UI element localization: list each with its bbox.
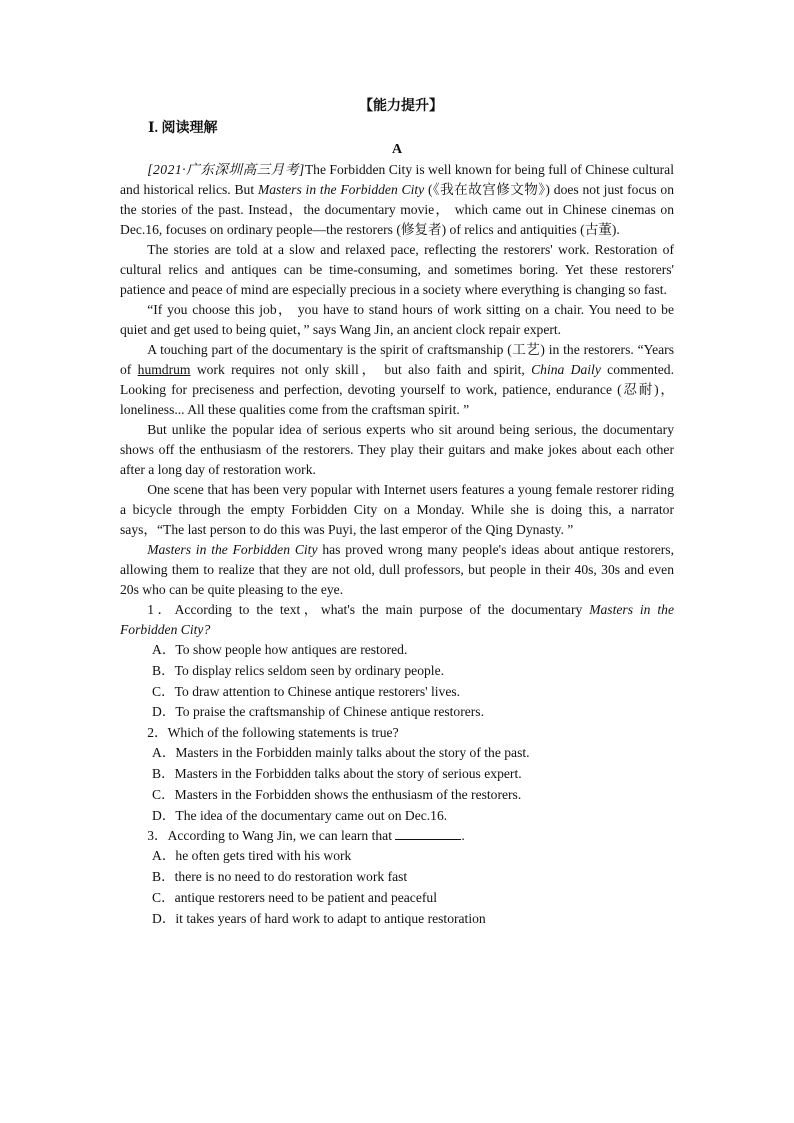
paragraph-6: One scene that has been very popular with Internet users features a young female restorer riding a bicycle through the empty Forbidden City on a Monday. While she is doing this, a narrator says，“The last person to do this was Puyi, the last emperor of the Qing Dynasty. ”	[120, 482, 674, 537]
question-1-option-d: D．To praise the craftsmanship of Chinese antique restorers.	[152, 704, 484, 720]
question-2-option-d: D．The idea of the documentary came out on Dec.16.	[152, 807, 448, 823]
question-3-option-d: D．it takes years of hard work to adapt to antique restoration	[152, 910, 486, 926]
question-3-option-c: C．antique restorers need to be patient and peaceful	[152, 889, 437, 905]
paragraph-5: But unlike the popular idea of serious experts who sit around being serious, the documentary shows off the enthusiasm of the restorers. They play their guitars and make jokes about each other after a long day of restoration work.	[120, 422, 674, 477]
paragraph-2: The stories are told at a slow and relaxed pace, reflecting the restorers' work. Restoration of cultural relics and antiques can be time-consuming, and sometimes boring. Yet these restorers' patience and peace of mind are especially precious in a society where everything is changing so fast.	[120, 242, 674, 297]
paragraph-3: “If you choose this job， you have to stand hours of work sitting on a chair. You need to be quiet and get used to being quiet，” says Wang Jin, an ancient clock repair expert.	[120, 302, 674, 337]
section-heading: Ⅰ. 阅读理解	[148, 121, 218, 136]
question-3-stem: 3．According to Wang Jin, we can learn that .	[147, 828, 465, 844]
paragraph-1: [2021·广东深圳高三月考]The Forbidden City is well known for being full of Chinese cultural and historical relics. But Masters in the Forbidden City (《我在故宫修文物》) does not just focus on the stories of the past. Instead，the documentary movie， which came out in Chinese cinemas on Dec.16, focuses on ordinary people—the restorers (修复者) of relics and antiquities (古董).	[120, 162, 674, 237]
question-1-stem: 1．According to the text，what's the main purpose of the documentary Masters in the Forbidden City?	[120, 602, 674, 637]
passage-label: A	[391, 142, 403, 157]
film-title: Masters in the Forbidden City	[147, 542, 318, 557]
question-3-option-b: B．there is no need to do restoration work fast	[152, 869, 408, 885]
question-1-option-a: A．To show people how antiques are restored.	[152, 642, 408, 657]
underlined-word: humdrum	[137, 362, 191, 377]
page-title: 【能力提升】	[359, 99, 443, 114]
question-3-option-a: A．he often gets tired with his work	[152, 848, 352, 864]
worksheet-page	[120, 96, 674, 930]
question-2-stem: 2．Which of the following statements is true?	[147, 725, 399, 741]
question-1-option-c: C．To draw attention to Chinese antique restorers' lives.	[152, 683, 461, 699]
paragraph-7: Masters in the Forbidden City has proved wrong many people's ideas about antique restorers, allowing them to realize that they are not old, dull professors, but people in their 40s, 30s and even 20s who can be quite pleasing to the eye.	[120, 542, 674, 597]
question-2-option-b: B．Masters in the Forbidden talks about the story of serious expert.	[152, 765, 522, 781]
newspaper-name: China Daily	[531, 362, 601, 377]
paragraph-4: A touching part of the documentary is the spirit of craftsmanship (工艺) in the restorers. “Years of humdrum work requires not only skill， but also faith and spirit, China Daily commented. Looking for preciseness and perfection, devoting yourself to work, patience, endurance (忍耐)，loneliness... All these qualities come from the craftsman spirit. ”	[120, 342, 674, 417]
question-1-option-b: B．To display relics seldom seen by ordinary people.	[152, 662, 445, 678]
question-2-option-a: A．Masters in the Forbidden mainly talks about the story of the past.	[152, 745, 530, 761]
film-title: Masters in the Forbidden City	[257, 182, 425, 197]
source-tag: [2021·广东深圳高三月考]	[147, 162, 305, 177]
answer-blank[interactable]	[395, 827, 461, 840]
question-2-option-c: C．Masters in the Forbidden shows the enthusiasm of the restorers.	[152, 786, 522, 802]
